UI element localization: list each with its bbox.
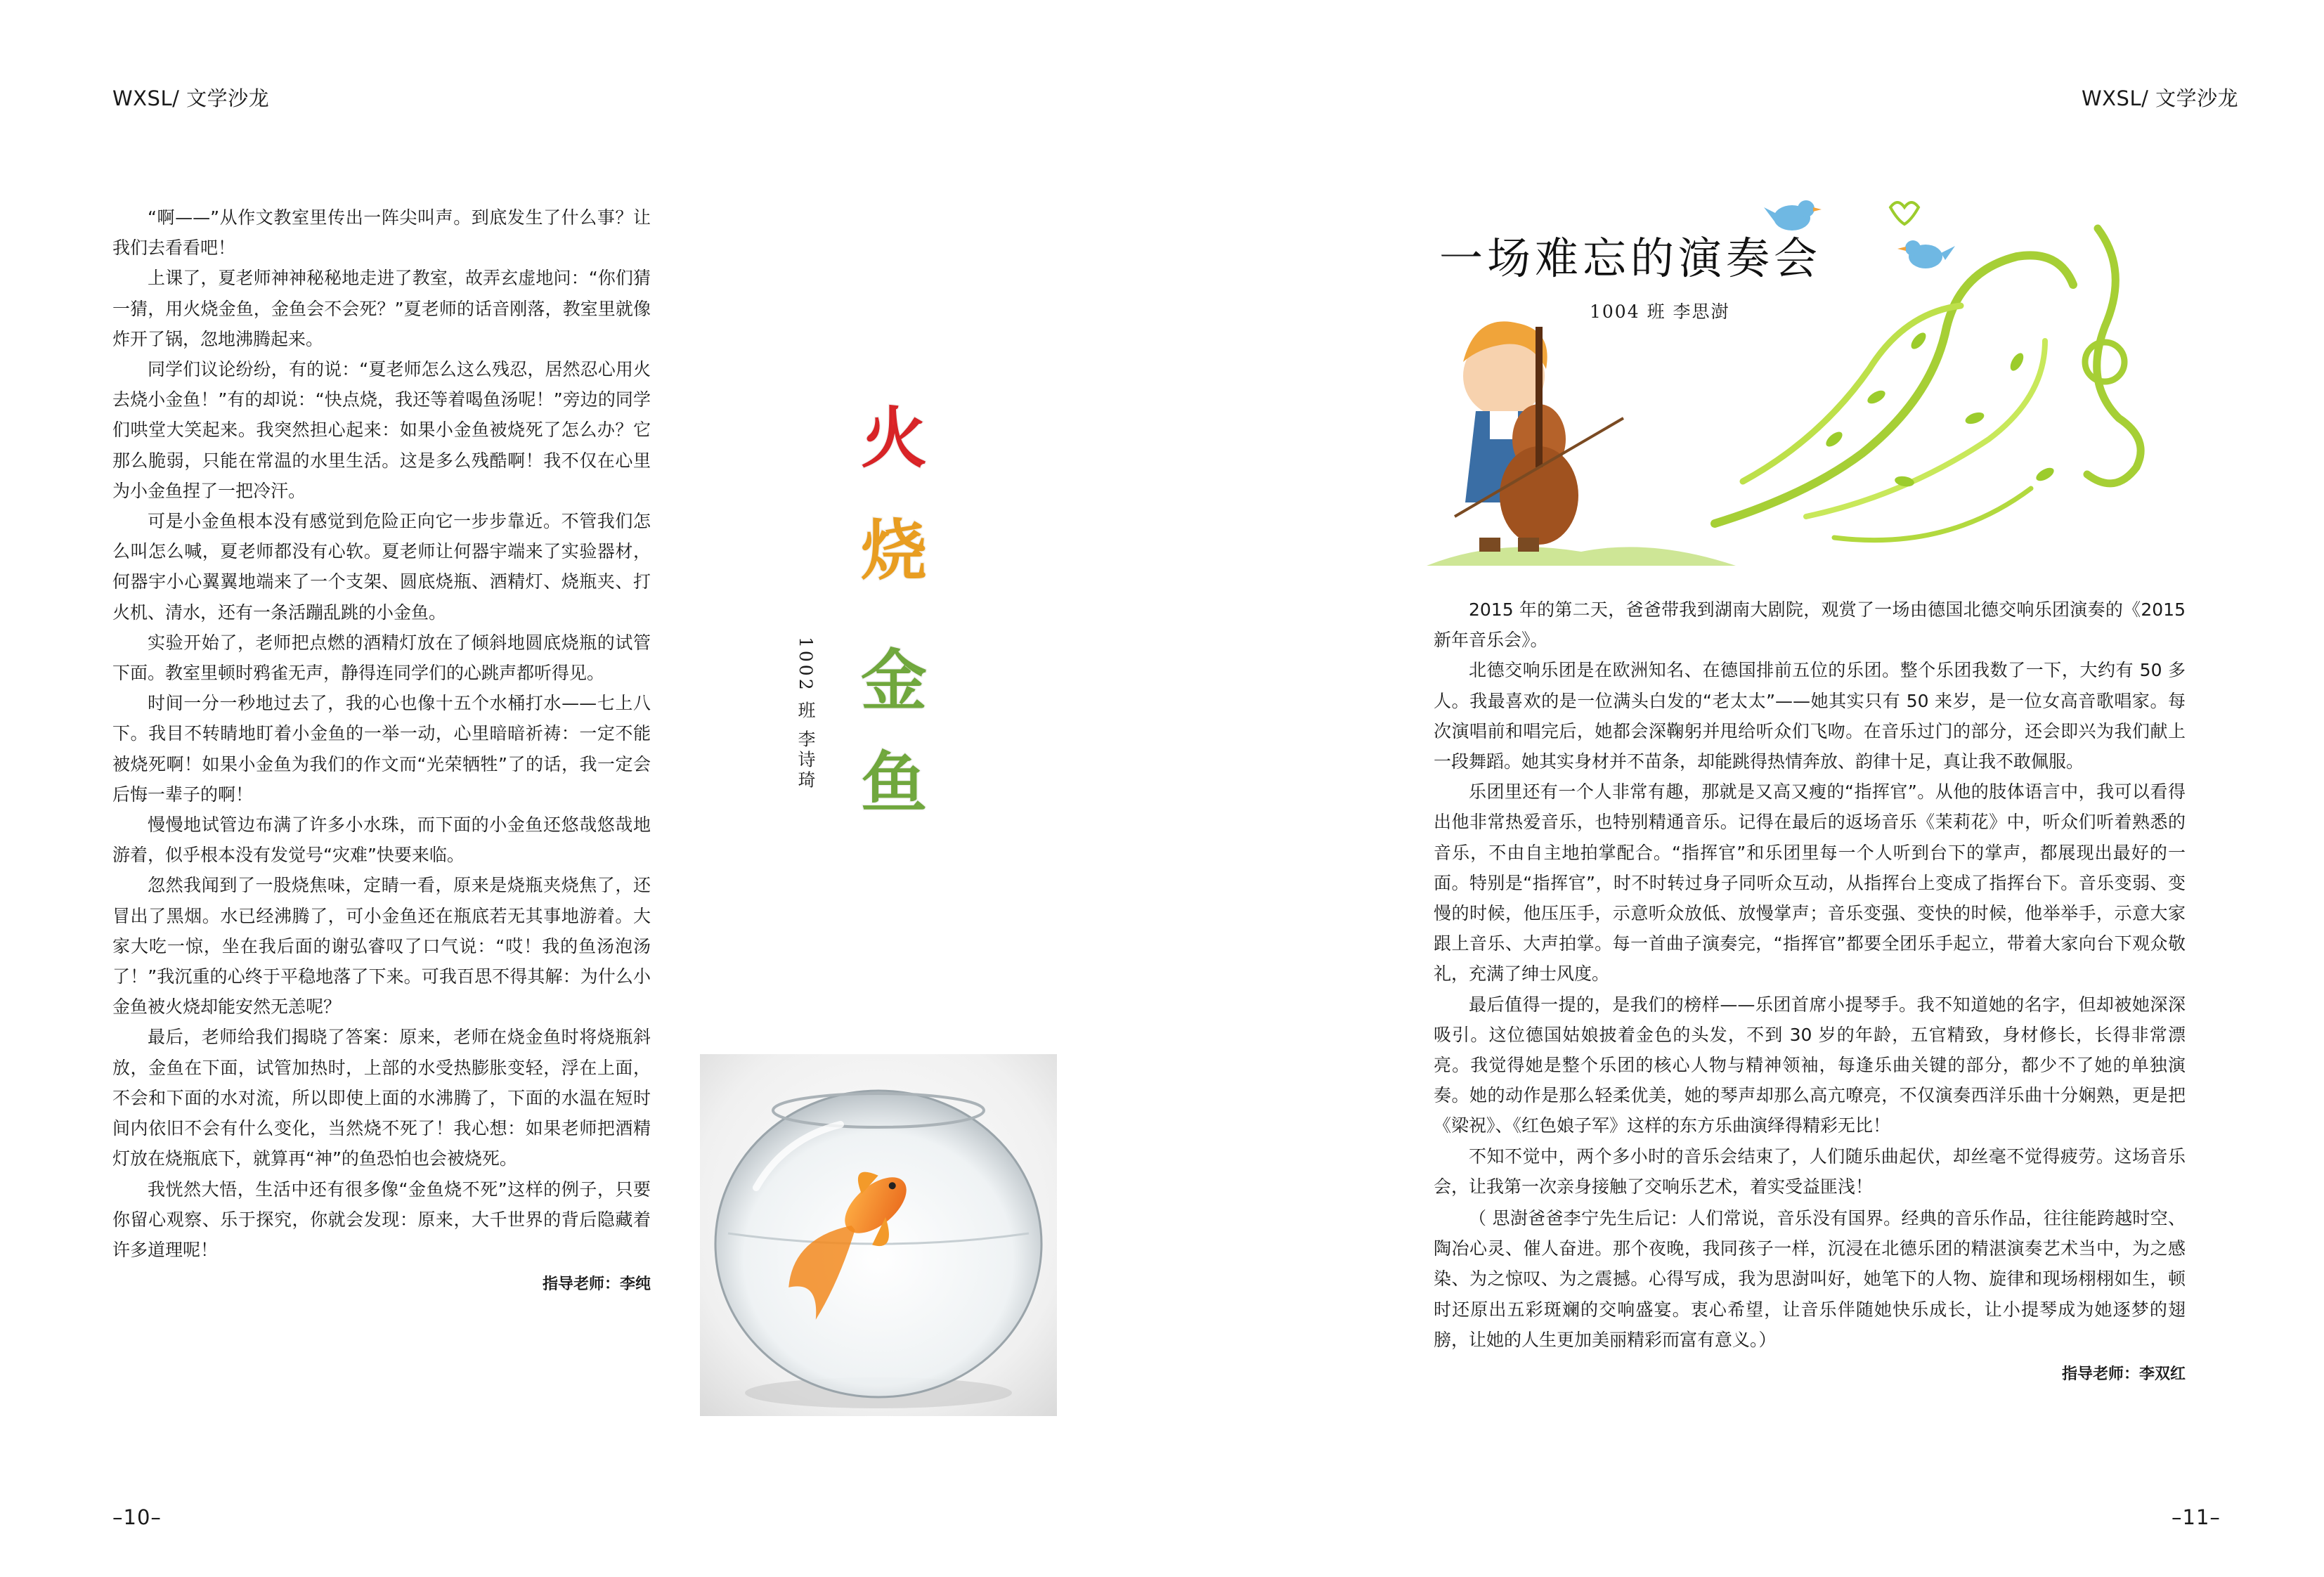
right-author: 1004 班 李思澍	[1590, 301, 1730, 322]
left-article-body	[112, 202, 651, 1299]
left-author: 1002 班 李诗琦	[796, 637, 816, 791]
paragraph: 上课了，夏老师神神秘秘地走进了教室，故弄玄虚地问：“你们猜一猜，用火烧金鱼，金鱼会不会死？”夏老师的话音刚落，教室里就像炸开了锅，忽地沸腾起来。	[112, 268, 651, 349]
paragraph: 不知不觉中，两个多小时的音乐会结束了，人们随乐曲起伏，却丝毫不觉得疲劳。这场音乐会，让我第一次亲身接触了交响乐艺术，着实受益匪浅！	[1434, 1146, 2186, 1197]
paragraph: 最后，老师给我们揭晓了答案：原来，老师在烧金鱼时将烧瓶斜放，金鱼在下面，试管加热时，上部的水受热膨胀变轻，浮在上面，不会和下面的水对流，所以即使上面的水沸腾了，下面的水温在短时间内依旧不会有什么变化，当然烧不死了！我心想：如果老师把酒精灯放在烧瓶底下，就算再“神”的鱼恐怕也会被烧死。	[112, 1027, 651, 1169]
header-right: WXSL/ 文学沙龙	[2082, 86, 2239, 110]
paragraph: 时间一分一秒地过去了，我的心也像十五个水桶打水——七上八下。我目不转睛地盯着小金鱼的一举一动，心里暗暗祈祷：一定不能被烧死啊！如果小金鱼为我们的作文而“光荣牺牲”了的话，我一定会后悔一辈子的啊！	[112, 693, 651, 805]
paragraph: “啊——”从作文教室里传出一阵尖叫声。到底发生了什么事？让我们去看看吧！	[112, 207, 651, 259]
page-number-right: –11–	[2172, 1505, 2221, 1529]
page-number-left: –10–	[112, 1505, 162, 1529]
right-article-body	[1434, 595, 2186, 1389]
title-char-2: 烧	[860, 513, 927, 590]
paragraph: 2015 年的第二天，爸爸带我到湖南大剧院，观赏了一场由德国北德交响乐团演奏的《2015 新年音乐会》。	[1434, 599, 2186, 651]
paragraph: 北德交响乐团是在欧洲知名、在德国排前五位的乐团。整个乐团我数了一下，大约有 50 多人。我最喜欢的是一位满头白发的“老太太”——她其实只有 50 来岁，是一位女高音歌唱家。每次演唱前和唱完后，她都会深鞠躬并甩给听众们飞吻。在音乐过门的部分，还会即兴为我们献上一段舞蹈。她其实身材并不苗条，却能跳得热情奔放、韵律十足，真让我不敢佩服。	[1434, 660, 2186, 772]
paragraph: 可是小金鱼根本没有感觉到危险正向它一步步靠近。不管我们怎么叫怎么喊，夏老师都没有心软。夏老师让何器宇端来了实验器材，何器宇小心翼翼地端来了一个支架、圆底烧瓶、酒精灯、烧瓶夹、打火机、清水，还有一条活蹦乱跳的小金鱼。	[112, 511, 651, 623]
header-left: WXSL/ 文学沙龙	[112, 86, 270, 110]
right-article-title: 一场难忘的演奏会	[1439, 233, 1822, 284]
teacher-signature: 指导老师：李纯	[542, 1276, 651, 1294]
paragraph: 慢慢地试管边布满了许多小水珠，而下面的小金鱼还悠哉悠哉地游着，似乎根本没有发觉号“灾难”快要来临。	[112, 815, 651, 866]
paragraph: （ 思澍爸爸李宁先生后记：人们常说，音乐没有国界。经典的音乐作品，往往能跨越时空、陶冶心灵、催人奋进。那个夜晚，我同孩子一样，沉浸在北德乐团的精湛演奏艺术当中，为之感染、为之惊叹、为之震撼。心得写成，我为思澍叫好，她笔下的人物、旋律和现场栩栩如生，顿时还原出五彩斑斓的交响盛宴。衷心希望，让音乐伴随她快乐成长，让小提琴成为她逐梦的翅膀，让她的人生更加美丽精彩而富有意义。）	[1434, 1208, 2186, 1350]
paragraph: 同学们议论纷纷，有的说：“夏老师怎么这么残忍，居然忍心用火去烧小金鱼！”有的却说：“快点烧，我还等着喝鱼汤呢！”旁边的同学们哄堂大笑起来。我突然担心起来：如果小金鱼被烧死了怎么办？它那么脆弱，只能在常温的水里生活。这是多么残酷啊！我不仅在心里为小金鱼捏了一把冷汗。	[112, 359, 651, 501]
paragraph: 忽然我闻到了一股烧焦味，定睛一看，原来是烧瓶夹烧焦了，还冒出了黑烟。水已经沸腾了，可小金鱼还在瓶底若无其事地游着。大家大吃一惊，坐在我后面的谢弘睿叹了口气说：“哎！我的鱼汤泡汤了！”我沉重的心终于平稳地落了下来。可我百思不得其解：为什么小金鱼被火烧却能安然无恙呢？	[112, 875, 651, 1018]
paragraph: 实验开始了，老师把点燃的酒精灯放在了倾斜地圆底烧瓶的试管下面。教室里顿时鸦雀无声，静得连同学们的心跳声都听得见。	[112, 632, 651, 684]
paragraph: 我恍然大悟，生活中还有很多像“金鱼烧不死”这样的例子，只要你留心观察、乐于探究，你就会发现：原来，大千世界的背后隐藏着许多道理呢！	[112, 1179, 651, 1260]
goldfish-bowl-image	[700, 1054, 1057, 1416]
title-char-3: 金	[860, 643, 927, 720]
title-char-4: 鱼	[860, 745, 927, 822]
title-char-1: 火	[860, 401, 927, 477]
teacher-signature: 指导老师：李双红	[2061, 1365, 2186, 1384]
paragraph: 乐团里还有一个人非常有趣，那就是又高又瘦的“指挥官”。从他的肢体语言中，我可以看得出他非常热爱音乐，也特别精通音乐。记得在最后的返场音乐《茉莉花》中，听众们听着熟悉的音乐，不由自主地拍掌配合。“指挥官”和乐团里每一个人听到台下的掌声，都展现出最好的一面。特别是“指挥官”，时不时转过身子同听众互动，从指挥台上变成了指挥台下。音乐变弱、变慢的时候，他压压手，示意听众放低、放慢掌声；音乐变强、变快的时候，他举举手，示意大家跟上音乐、大声拍掌。每一首曲子演奏完，“指挥官”都要全团乐手起立，带着大家向台下观众敬礼，充满了绅士风度。	[1434, 781, 2186, 985]
paragraph: 最后值得一提的，是我们的榜样——乐团首席小提琴手。我不知道她的名字，但却被她深深吸引。这位德国姑娘披着金色的头发，不到 30 岁的年龄，五官精致，身材修长，长得非常漂亮。我觉得她是整个乐团的核心人物与精神领袖，每逢乐曲关键的部分，都少不了她的单独演奏。她的动作是那么轻柔优美，她的琴声却那么高亢嘹亮，不仅演奏西洋乐曲十分娴熟，更是把《梁祝》、《红色娘子军》这样的东方乐曲演绎得精彩无比！	[1434, 994, 2186, 1136]
